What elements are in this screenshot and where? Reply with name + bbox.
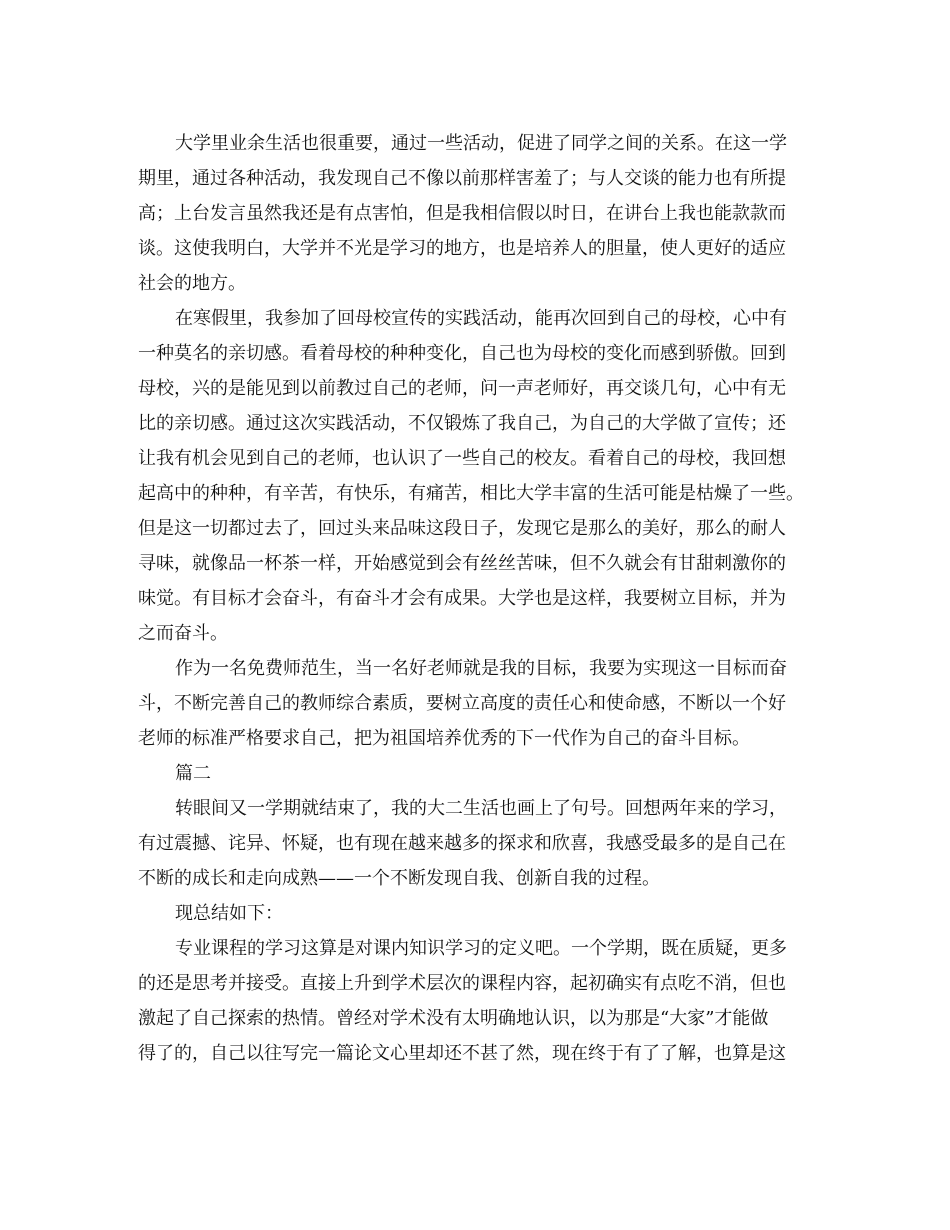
paragraph-line: 期里，通过各种活动，我发现自己不像以前那样害羞了；与人交谈的能力也有所提 — [138, 168, 786, 189]
section-heading: 篇二 — [175, 763, 211, 784]
paragraph-line: 作为一名免费师范生，当一名好老师就是我的目标，我要为实现这一目标而奋 — [175, 658, 787, 679]
paragraph-line: 母校，兴的是能见到以前教过自己的老师，问一声老师好，再交谈几句，心中有无 — [138, 378, 786, 399]
paragraph-line: 让我有机会见到自己的老师，也认识了一些自己的校友。看着自己的母校，我回想 — [138, 448, 786, 469]
paragraph-line: 一种莫名的亲切感。看着母校的种种变化，自己也为母校的变化而感到骄傲。回到 — [138, 343, 786, 364]
paragraph-line: 但是这一切都过去了，回过头来品味这段日子，发现它是那么的美好，那么的耐人 — [138, 518, 786, 539]
paragraph-line: 在寒假里，我参加了回母校宣传的实践活动，能再次回到自己的母校，心中有 — [175, 308, 787, 329]
paragraph-line: 谈。这使我明白，大学并不光是学习的地方，也是培养人的胆量，使人更好的适应 — [138, 238, 786, 259]
paragraph-line: 斗，不断完善自己的教师综合素质，要树立高度的责任心和使命感，不断以一个好 — [138, 693, 786, 714]
paragraph-line: 比的亲切感。通过这次实践活动，不仅锻炼了我自己，为自己的大学做了宣传；还 — [138, 413, 786, 434]
paragraph-line: 起高中的种种，有辛苦，有快乐，有痛苦，相比大学丰富的生活可能是枯燥了一些。 — [138, 483, 804, 504]
paragraph-line: 之而奋斗。 — [138, 623, 228, 644]
paragraph-line: 得了的，自己以往写完一篇论文心里却还不甚了然，现在终于有了了解，也算是这 — [138, 1043, 786, 1064]
paragraph-line: 寻味，就像品一杯茶一样，开始感觉到会有丝丝苦味，但不久就会有甘甜刺激你的 — [138, 553, 786, 574]
paragraph-line: 大学里业余生活也很重要，通过一些活动，促进了同学之间的关系。在这一学 — [175, 133, 787, 154]
paragraph-line: 的还是思考并接受。直接上升到学术层次的课程内容，起初确实有点吃不消，但也 — [138, 973, 786, 994]
paragraph-line: 有过震撼、诧异、怀疑，也有现在越来越多的探求和欣喜，我感受最多的是自己在 — [138, 833, 786, 854]
paragraph-line: 专业课程的学习这算是对课内知识学习的定义吧。一个学期，既在质疑，更多 — [175, 938, 787, 959]
paragraph-line: 老师的标准严格要求自己，把为祖国培养优秀的下一代作为自己的奋斗目标。 — [138, 728, 750, 749]
paragraph-line: 高；上台发言虽然我还是有点害怕，但是我相信假以时日，在讲台上我也能款款而 — [138, 203, 786, 224]
paragraph-line: 激起了自己探索的热情。曾经对学术没有太明确地认识，以为那是“大家”才能做 — [138, 1008, 769, 1029]
paragraph-line: 味觉。有目标才会奋斗，有奋斗才会有成果。大学也是这样，我要树立目标，并为 — [138, 588, 786, 609]
paragraph-line: 转眼间又一学期就结束了，我的大二生活也画上了句号。回想两年来的学习， — [175, 798, 787, 819]
paragraph-line: 现总结如下： — [175, 903, 283, 924]
paragraph-line: 社会的地方。 — [138, 273, 246, 294]
paragraph-line: 不断的成长和走向成熟——一个不断发现自我、创新自我的过程。 — [138, 868, 660, 889]
